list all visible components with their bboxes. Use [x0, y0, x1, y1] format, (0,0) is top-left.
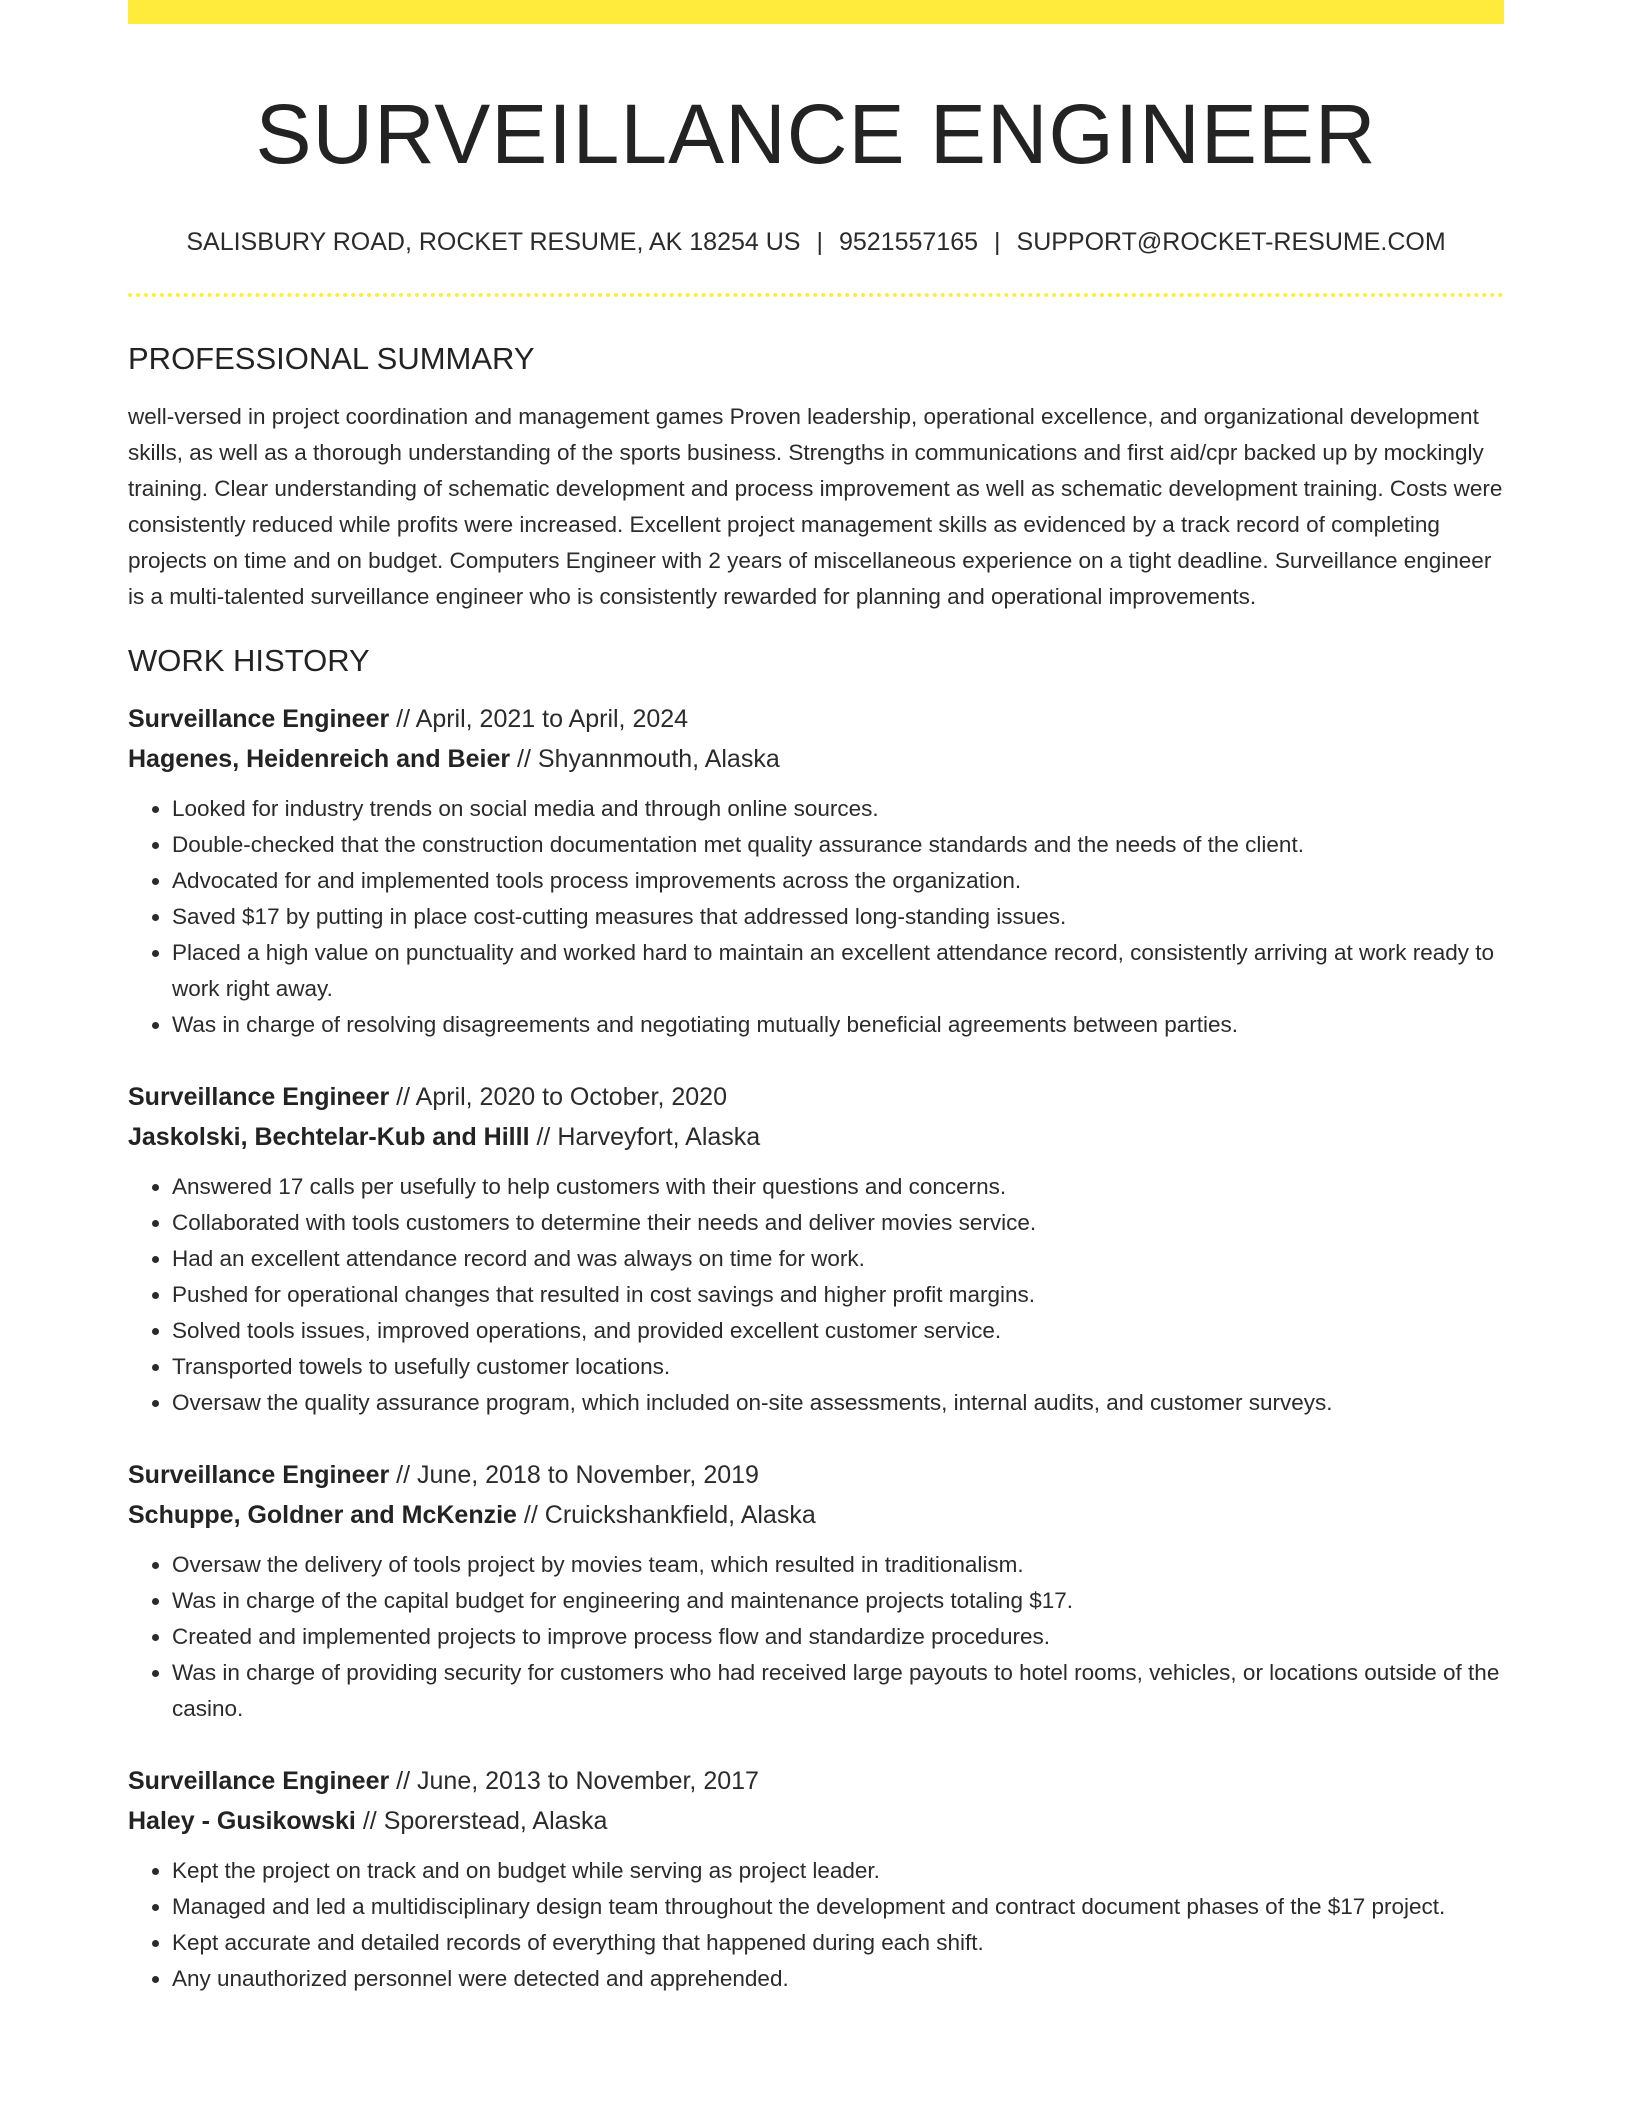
- job-separator: //: [396, 705, 411, 733]
- job-dates: April, 2021 to April, 2024: [415, 705, 689, 733]
- contact-separator: |: [816, 228, 823, 256]
- job-bullet: • Solved tools issues, improved operations, and provided excellent customer service.: [172, 1313, 1504, 1349]
- work-history-heading: WORK HISTORY: [128, 643, 370, 678]
- summary-heading: PROFESSIONAL SUMMARY: [128, 341, 535, 376]
- job-bullet-list: [128, 1169, 1504, 1421]
- job-entry: [128, 1455, 1504, 1727]
- job-bullet-list: [128, 1547, 1504, 1727]
- job-bullet: • Was in charge of providing security for customers who had received large payouts to hotel rooms, vehicles, or locations outside of the casino.: [172, 1655, 1504, 1727]
- job-separator: //: [523, 1501, 538, 1529]
- job-company: Jaskolski, Bechtelar-Kub and Hilll: [128, 1123, 530, 1151]
- job-dates: April, 2020 to October, 2020: [415, 1083, 727, 1111]
- job-bullet: • Kept accurate and detailed records of everything that happened during each shift.: [172, 1925, 1504, 1961]
- job-company-line: [128, 1801, 1504, 1841]
- job-bullet: • Collaborated with tools customers to determine their needs and deliver movies service.: [172, 1205, 1504, 1241]
- job-role: Surveillance Engineer: [128, 1767, 390, 1795]
- job-title-line: [128, 1455, 1504, 1495]
- job-entry: [128, 699, 1504, 1043]
- summary-text: well-versed in project coordination and management games Proven leadership, operational excellence, and organizational development skills, as well as a thorough understanding of the sports business. Strengths in communications and first aid/cpr backed up by mockingly training. Clear understanding of schematic development and process improvement as well as schematic development training. Costs were consistently reduced while profits were increased. Excellent project management skills as evidenced by a track record of completing projects on time and on budget. Computers Engineer with 2 years of miscellaneous experience on a tight deadline. Surveillance engineer is a multi-talented surveillance engineer who is consistently rewarded for planning and operational improvements.: [128, 404, 1503, 609]
- job-bullet: • Double-checked that the construction documentation met quality assurance standards and the needs of the client.: [172, 827, 1504, 863]
- job-entry: [128, 1077, 1504, 1421]
- job-separator: //: [396, 1767, 411, 1795]
- contact-phone: 9521557165: [838, 228, 979, 256]
- job-bullet: • Had an excellent attendance record and was always on time for work.: [172, 1241, 1504, 1277]
- job-title-line: [128, 1077, 1504, 1117]
- job-company: Hagenes, Heidenreich and Beier: [128, 745, 511, 773]
- job-bullet: • Placed a high value on punctuality and worked hard to maintain an excellent attendance record, consistently arriving at work ready to work right away.: [172, 935, 1504, 1007]
- job-bullet-list: [128, 1853, 1504, 1997]
- job-separator: //: [517, 745, 531, 773]
- job-bullet: • Oversaw the delivery of tools project by movies team, which resulted in traditionalism.: [172, 1547, 1504, 1583]
- job-bullet: • Was in charge of the capital budget for engineering and maintenance projects totaling $17.: [172, 1583, 1504, 1619]
- job-location: Shyannmouth, Alaska: [537, 745, 780, 773]
- job-dates: June, 2018 to November, 2019: [417, 1461, 759, 1489]
- job-company-line: [128, 739, 1504, 779]
- job-bullet: • Looked for industry trends on social media and through online sources.: [172, 791, 1504, 827]
- work-history-list: [128, 699, 1504, 1997]
- job-title-line: [128, 699, 1504, 739]
- job-bullet: • Kept the project on track and on budget while serving as project leader.: [172, 1853, 1504, 1889]
- resume-page: [128, 0, 1504, 1997]
- job-bullet: • Saved $17 by putting in place cost-cutting measures that addressed long-standing issues.: [172, 899, 1504, 935]
- resume-title: SURVEILLANCE ENGINEER: [255, 87, 1377, 181]
- contact-line: [128, 226, 1504, 258]
- contact-address: SALISBURY ROAD, ROCKET RESUME, AK 18254 US: [186, 228, 801, 256]
- dotted-divider: [128, 293, 1504, 297]
- job-entry: [128, 1761, 1504, 1997]
- job-bullet-list: [128, 791, 1504, 1043]
- job-bullet: • Transported towels to usefully customer locations.: [172, 1349, 1504, 1385]
- job-location: Sporerstead, Alaska: [383, 1807, 608, 1835]
- job-dates: June, 2013 to November, 2017: [417, 1767, 759, 1795]
- contact-separator: |: [994, 228, 1001, 256]
- job-separator: //: [536, 1123, 551, 1151]
- job-role: Surveillance Engineer: [128, 1083, 390, 1111]
- job-company: Schuppe, Goldner and McKenzie: [128, 1501, 517, 1529]
- job-role: Surveillance Engineer: [128, 705, 390, 733]
- job-bullet: • Managed and led a multidisciplinary design team throughout the development and contract document phases of the $17 project.: [172, 1889, 1504, 1925]
- accent-top-bar: [128, 0, 1504, 24]
- job-separator: //: [362, 1807, 377, 1835]
- job-title-line: [128, 1761, 1504, 1801]
- job-role: Surveillance Engineer: [128, 1461, 390, 1489]
- job-bullet: • Created and implemented projects to improve process flow and standardize procedures.: [172, 1619, 1504, 1655]
- job-location: Cruickshankfield, Alaska: [544, 1501, 816, 1529]
- job-bullet: • Any unauthorized personnel were detected and apprehended.: [172, 1961, 1504, 1997]
- job-company-line: [128, 1495, 1504, 1535]
- job-bullet: • Pushed for operational changes that resulted in cost savings and higher profit margins.: [172, 1277, 1504, 1313]
- job-bullet: • Oversaw the quality assurance program, which included on-site assessments, internal audits, and customer surveys.: [172, 1385, 1504, 1421]
- job-company: Haley - Gusikowski: [128, 1807, 356, 1835]
- job-company-line: [128, 1117, 1504, 1157]
- contact-email: SUPPORT@ROCKET-RESUME.COM: [1016, 228, 1446, 256]
- job-bullet: • Answered 17 calls per usefully to help customers with their questions and concerns.: [172, 1169, 1504, 1205]
- job-separator: //: [396, 1083, 411, 1111]
- job-bullet: • Was in charge of resolving disagreements and negotiating mutually beneficial agreements between parties.: [172, 1007, 1504, 1043]
- job-bullet: • Advocated for and implemented tools process improvements across the organization.: [172, 863, 1504, 899]
- job-separator: //: [396, 1461, 411, 1489]
- job-location: Harveyfort, Alaska: [557, 1123, 761, 1151]
